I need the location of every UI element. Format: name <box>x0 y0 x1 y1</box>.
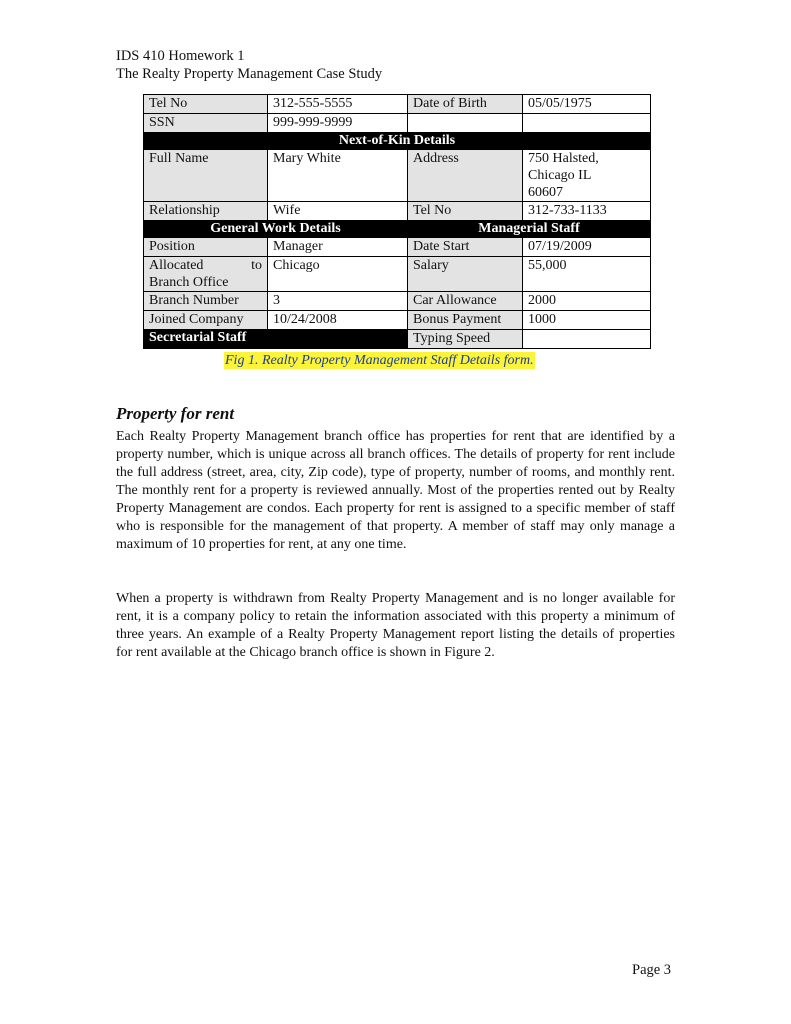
position-label: Position <box>144 238 268 257</box>
body-paragraph: When a property is withdrawn from Realty Property Management and is no longer available for rent, it is a company policy to retain the information associated with this property a minimum of three years. An example of a Realty Property Management report listing the details of properties for rent available at the Chicago branch office is shown in Figure 2. <box>116 591 675 660</box>
document-header-course: IDS 410 Homework 1 <box>116 48 245 64</box>
nok-fullname-value: Mary White <box>268 150 408 202</box>
section-heading: Property for rent <box>116 404 235 423</box>
tel-label: Tel No <box>144 95 268 114</box>
car-allowance-value: 2000 <box>523 292 651 311</box>
form-row-tel <box>144 95 651 114</box>
form-row-secretarial <box>144 330 651 349</box>
date-start-label: Date Start <box>408 238 523 257</box>
allocated-label-line2: Branch Office <box>149 275 229 290</box>
allocated-label-word1: Allocated <box>149 258 204 273</box>
nok-tel-label: Tel No <box>408 202 523 221</box>
next-of-kin-heading: Next-of-Kin Details <box>144 133 651 150</box>
bonus-payment-label: Bonus Payment <box>408 311 523 330</box>
form-row-joined <box>144 311 651 330</box>
nok-tel-value: 312-733-1133 <box>523 202 651 221</box>
nok-address-line3: 60607 <box>528 185 563 200</box>
salary-label: Salary <box>408 257 523 292</box>
form-row-nok-heading <box>144 133 651 150</box>
allocated-value: Chicago <box>268 257 408 292</box>
managerial-staff-heading: Managerial Staff <box>408 221 651 238</box>
bonus-payment-value: 1000 <box>523 311 651 330</box>
form-row-nok-name <box>144 150 651 202</box>
nok-address-line2: Chicago IL <box>528 168 592 183</box>
branch-number-value: 3 <box>268 292 408 311</box>
salary-value: 55,000 <box>523 257 651 292</box>
dob-value: 05/05/1975 <box>523 95 651 114</box>
form-row-ssn <box>144 114 651 133</box>
form-row-nok-relationship <box>144 202 651 221</box>
date-start-value: 07/19/2009 <box>523 238 651 257</box>
tel-value: 312-555-5555 <box>268 95 408 114</box>
form-row-branch-number <box>144 292 651 311</box>
joined-company-value: 10/24/2008 <box>268 311 408 330</box>
nok-address-value <box>523 150 651 202</box>
empty-cell <box>408 114 523 133</box>
form-row-section-headings <box>144 221 651 238</box>
form-row-position <box>144 238 651 257</box>
position-value: Manager <box>268 238 408 257</box>
ssn-value: 999-999-9999 <box>268 114 408 133</box>
allocated-label-word2: to <box>251 258 262 273</box>
general-work-details-heading: General Work Details <box>144 221 408 238</box>
document-header-title: The Realty Property Management Case Study <box>116 66 383 82</box>
form-row-allocated <box>144 257 651 292</box>
nok-address-label: Address <box>408 150 523 202</box>
nok-relationship-value: Wife <box>268 202 408 221</box>
joined-company-label: Joined Company <box>144 311 268 330</box>
dob-label: Date of Birth <box>408 95 523 114</box>
allocated-label <box>144 257 268 292</box>
typing-speed-value <box>523 330 651 349</box>
secretarial-staff-heading: Secretarial Staff <box>144 330 408 349</box>
figure-caption: Fig 1. Realty Property Management Staff Details form. <box>225 353 534 368</box>
typing-speed-label: Typing Speed <box>408 330 523 349</box>
nok-address-line1: 750 Halsted, <box>528 151 599 166</box>
staff-details-form <box>143 94 651 349</box>
body-paragraph: Each Realty Property Management branch office has properties for rent that are identified by a property number, which is unique across all branch offices. The details of property for rent include the full address (street, area, city, Zip code), type of property, number of rooms, and monthly rent. The monthly rent for a property is reviewed annually. Most of the properties rented out by Realty Property Management are condos. Each property for rent is assigned to a specific member of staff who is responsible for the management of that property. A member of staff may only manage a maximum of 10 properties for rent, at any one time. <box>116 429 675 552</box>
nok-relationship-label: Relationship <box>144 202 268 221</box>
car-allowance-label: Car Allowance <box>408 292 523 311</box>
ssn-label: SSN <box>144 114 268 133</box>
branch-number-label: Branch Number <box>144 292 268 311</box>
page-number: Page 3 <box>632 962 672 978</box>
empty-cell <box>523 114 651 133</box>
nok-fullname-label: Full Name <box>144 150 268 202</box>
